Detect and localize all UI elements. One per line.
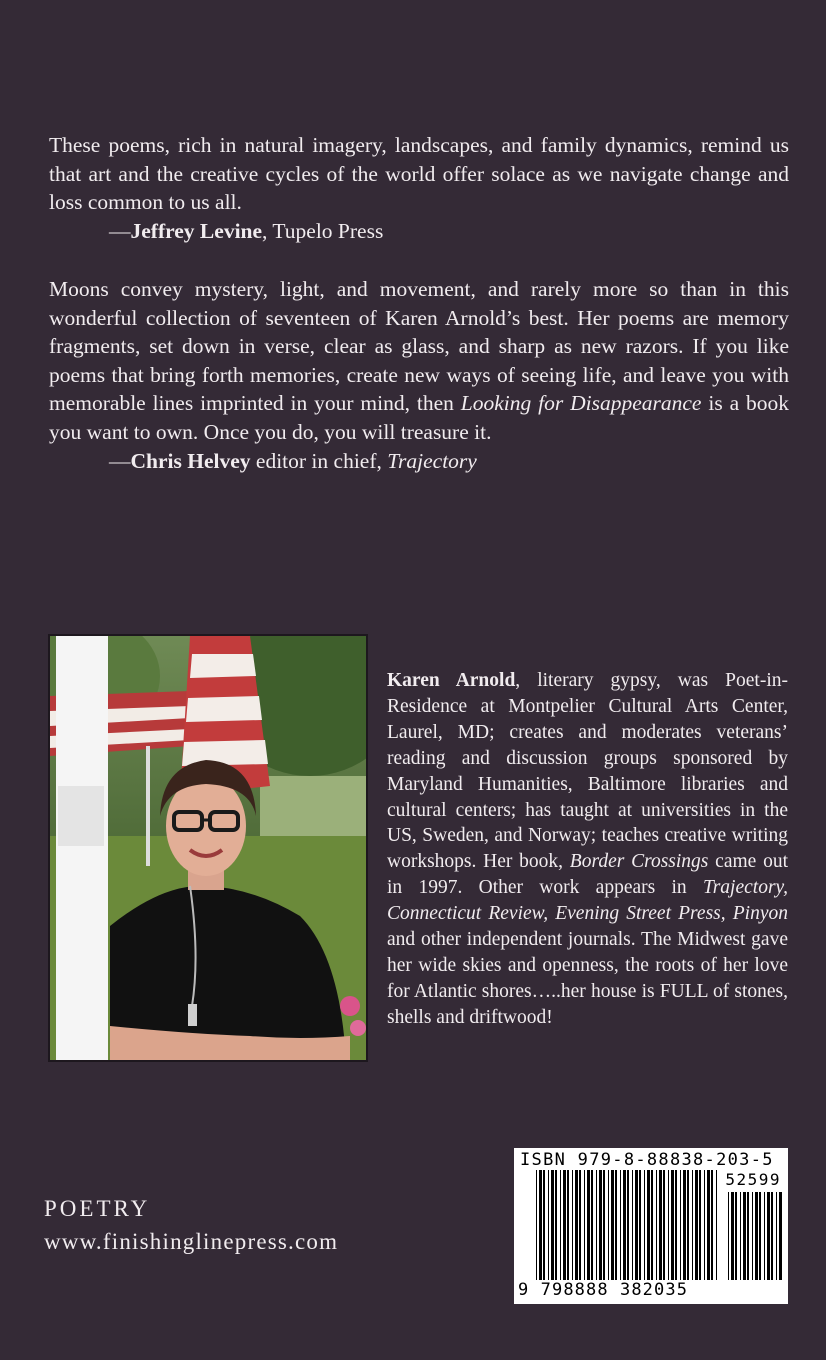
barcode-bar bbox=[663, 1170, 665, 1280]
barcode-bar bbox=[563, 1170, 566, 1280]
endorser-name: Jeffrey Levine bbox=[130, 218, 263, 243]
barcode-bar bbox=[647, 1170, 650, 1280]
barcode-bar bbox=[608, 1170, 609, 1280]
barcode-bar bbox=[603, 1170, 605, 1280]
barcode-bar bbox=[675, 1170, 677, 1280]
barcode-bar bbox=[695, 1170, 698, 1280]
barcode-bar bbox=[656, 1170, 657, 1280]
barcode-bar bbox=[536, 1170, 537, 1280]
barcode-bar bbox=[776, 1192, 777, 1280]
endorsement-text bbox=[49, 275, 789, 447]
barcode-bar bbox=[587, 1170, 590, 1280]
endorsement-attribution bbox=[49, 447, 789, 476]
barcode-bar bbox=[651, 1170, 653, 1280]
barcode-bar bbox=[567, 1170, 569, 1280]
barcode-bar bbox=[764, 1192, 765, 1280]
barcode-bar bbox=[584, 1170, 585, 1280]
barcode-bar bbox=[779, 1192, 782, 1280]
endorsement-text-part: is a book you want to own. Once you do, you will treasure it. bbox=[49, 391, 789, 444]
barcode-bar bbox=[692, 1170, 693, 1280]
bio-journals: Trajectory, Connecticut Review, Evening Street Press, Pinyon bbox=[387, 877, 788, 925]
barcode-bar bbox=[707, 1170, 710, 1280]
endorsement-text: These poems, rich in natural imagery, landscapes, and family dynamics, remind us that art and the creative cycles of the world offer solace as we navigate change and loss common to us all. bbox=[49, 133, 789, 215]
barcode-bar bbox=[560, 1170, 561, 1280]
barcode-bar bbox=[743, 1192, 746, 1280]
barcode-bar bbox=[635, 1170, 638, 1280]
barcode-bar bbox=[731, 1192, 734, 1280]
barcode-bar bbox=[704, 1170, 705, 1280]
attribution-dash: — bbox=[109, 218, 131, 243]
genre-label: POETRY bbox=[44, 1196, 151, 1221]
barcode-bar bbox=[575, 1170, 578, 1280]
barcode-bar bbox=[680, 1170, 681, 1280]
barcode-bar bbox=[668, 1170, 669, 1280]
barcode-bar bbox=[611, 1170, 614, 1280]
barcode-bar bbox=[735, 1192, 737, 1280]
book-title: Looking for Disappearance bbox=[460, 391, 702, 416]
barcode-bar bbox=[620, 1170, 621, 1280]
barcode-bar bbox=[596, 1170, 597, 1280]
isbn-barcode bbox=[514, 1148, 788, 1304]
endorsement-attribution bbox=[49, 217, 789, 246]
author-bio bbox=[387, 668, 788, 1031]
barcode-bar bbox=[623, 1170, 626, 1280]
barcode-bar bbox=[543, 1170, 545, 1280]
author-photo-illustration bbox=[50, 636, 366, 1060]
barcode-bar bbox=[747, 1192, 749, 1280]
bio-text: came out in 1997. Other work appears in bbox=[387, 851, 788, 899]
barcode-bar bbox=[551, 1170, 554, 1280]
isbn-label: ISBN 979-8-88838-203-5 bbox=[520, 1150, 774, 1170]
endorsement-levine bbox=[49, 131, 789, 245]
barcode-bar bbox=[627, 1170, 629, 1280]
barcode-bar bbox=[555, 1170, 557, 1280]
barcode-bar bbox=[740, 1192, 741, 1280]
bio-text: and other independent journals. The Midwest gave her wide skies and openness, the roots of her love for Atlantic shores…..her house is FULL of stones, shells and driftwood! bbox=[387, 929, 788, 1028]
attribution-dash: — bbox=[109, 448, 131, 473]
barcode-bar bbox=[639, 1170, 641, 1280]
barcode-bar bbox=[671, 1170, 674, 1280]
barcode-bar bbox=[767, 1192, 770, 1280]
endorsement-text-part: Moons convey mystery, light, and movement, and rarely more so than in this wonderful collection of seventeen of Karen Arnold’s best. Her poems are memory fragments, set down in verse, clear as glass, and sharp as new razors. If you like poems that bring forth memories, create new ways of seeing life, and leave you with memorable lines imprinted in your mind, then bbox=[49, 277, 789, 416]
barcode-bar bbox=[632, 1170, 633, 1280]
publisher-website[interactable]: www.finishinglinepress.com bbox=[44, 1229, 339, 1254]
barcode-digits: 9 798888 382035 bbox=[518, 1280, 689, 1300]
endorser-role: editor in chief, bbox=[250, 448, 388, 473]
barcode-bar bbox=[755, 1192, 758, 1280]
bio-book-title: Border Crossings bbox=[569, 851, 709, 873]
author-photo bbox=[48, 634, 368, 1062]
barcode-bar bbox=[591, 1170, 593, 1280]
barcode-bar bbox=[687, 1170, 689, 1280]
barcode-bar bbox=[716, 1170, 717, 1280]
barcode-bar bbox=[599, 1170, 602, 1280]
barcode-bar bbox=[711, 1170, 713, 1280]
author-name: Karen Arnold bbox=[387, 670, 516, 691]
endorser-affiliation: , Tupelo Press bbox=[262, 218, 384, 243]
price-code: 52599 bbox=[725, 1170, 781, 1189]
bio-text: , literary gypsy, was Poet-in-Residence at Montpelier Cultural Arts Center, Laurel, MD; creates and moderates veterans’ reading and discussion groups sponsored by Maryland Humanities, Baltimore libraries and cultural centers; has taught at universities in the US, Sweden, and Norway; teaches creative writing workshops. Her book, bbox=[387, 670, 788, 873]
barcode-bar bbox=[699, 1170, 701, 1280]
barcode-bar bbox=[539, 1170, 542, 1280]
barcode-bar bbox=[548, 1170, 549, 1280]
barcode-bar bbox=[659, 1170, 662, 1280]
endorser-name: Chris Helvey bbox=[130, 448, 251, 473]
barcode-bar bbox=[728, 1192, 729, 1280]
barcode-bar bbox=[683, 1170, 686, 1280]
endorsement-helvey bbox=[49, 275, 789, 475]
barcode-bar bbox=[579, 1170, 581, 1280]
barcode-bar bbox=[759, 1192, 761, 1280]
barcode-bar bbox=[752, 1192, 753, 1280]
barcode-bar bbox=[644, 1170, 645, 1280]
barcode-bar bbox=[771, 1192, 773, 1280]
publication-name: Trajectory bbox=[387, 448, 477, 473]
barcode-bar bbox=[572, 1170, 573, 1280]
barcode-bar bbox=[615, 1170, 617, 1280]
